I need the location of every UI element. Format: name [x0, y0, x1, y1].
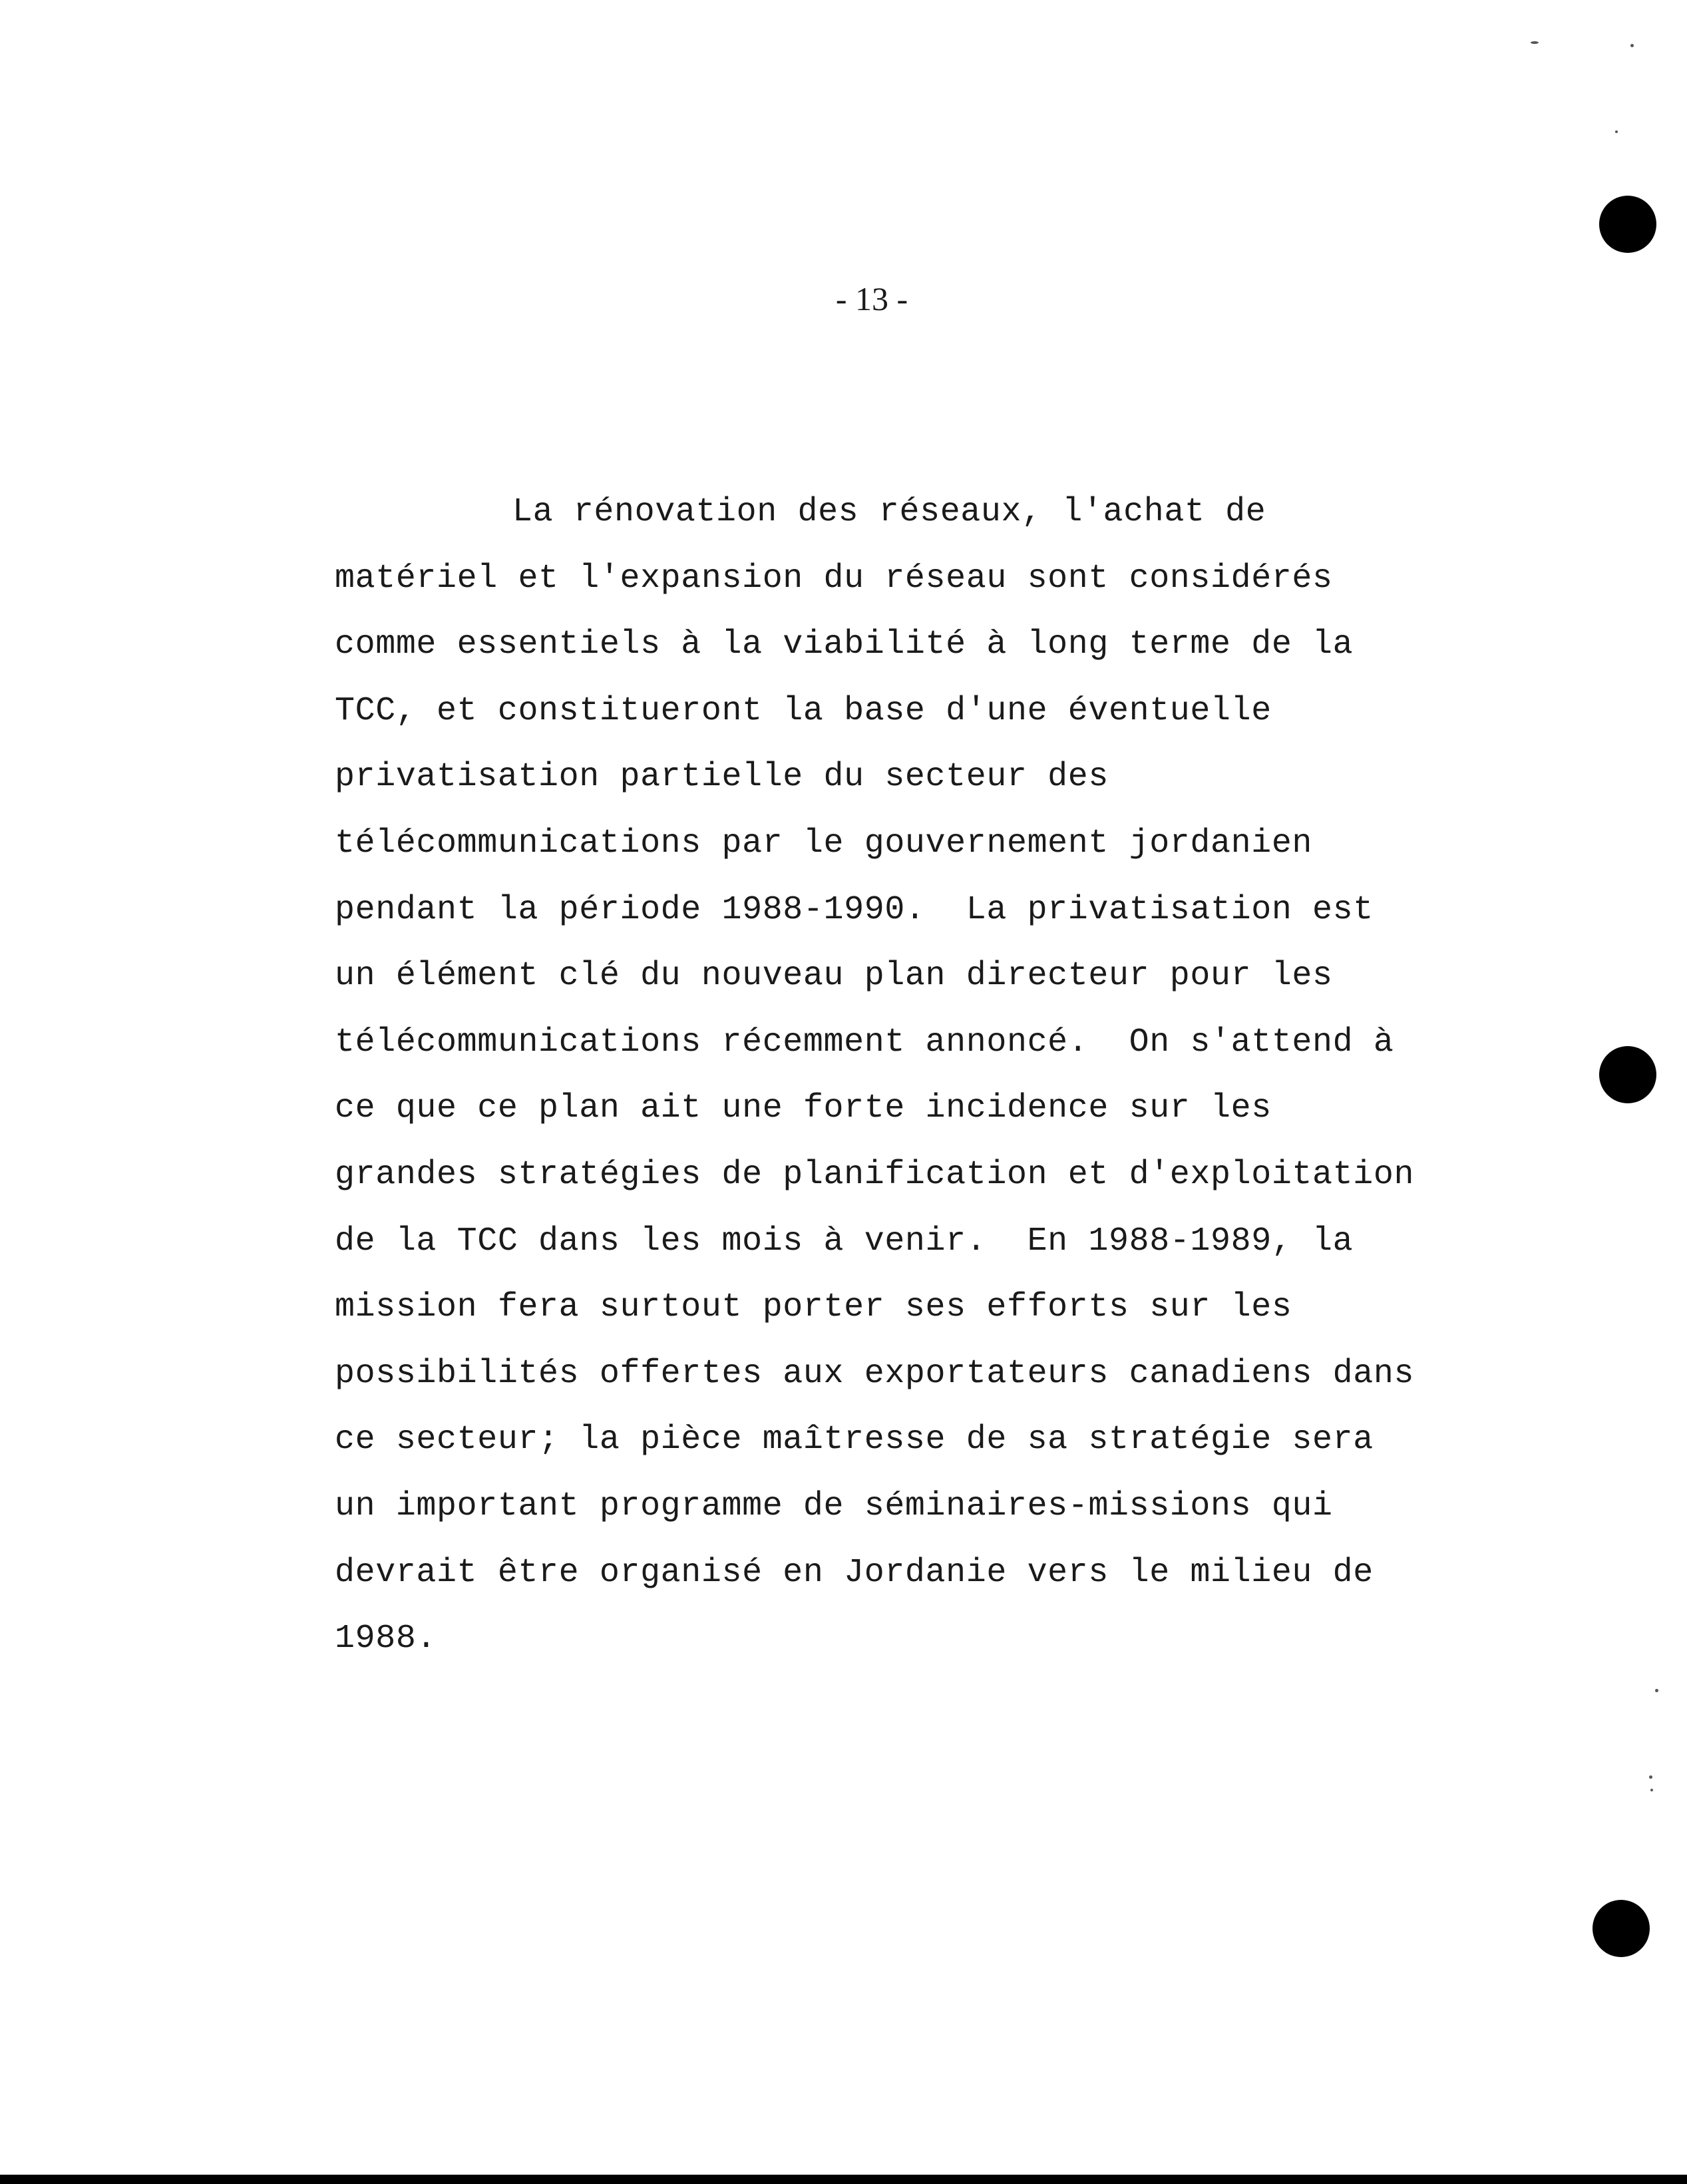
paragraph-line: privatisation partielle du secteur des	[335, 758, 1109, 797]
punch-hole	[1599, 196, 1656, 253]
punch-hole	[1599, 1046, 1656, 1103]
paragraph-line: ce que ce plan ait une forte incidence sur les	[335, 1089, 1272, 1128]
body-paragraph	[335, 479, 1413, 1672]
page-number: - 13 -	[835, 280, 908, 317]
paragraph-line: 1988.	[335, 1620, 437, 1658]
paragraph-line: possibilités offertes aux exportateurs canadiens dans	[335, 1354, 1415, 1393]
paragraph-line: devrait être organisé en Jordanie vers le milieu de	[335, 1553, 1374, 1592]
paragraph-line: mission fera surtout porter ses efforts sur les	[335, 1288, 1292, 1327]
paragraph-line: ce secteur; la pièce maîtresse de sa stratégie sera	[335, 1421, 1374, 1459]
scan-speck	[1615, 130, 1618, 133]
paragraph-line: pendant la période 1988-1990. La privatisation est	[335, 890, 1374, 929]
paragraph-line: grandes stratégies de planification et d'exploitation	[335, 1155, 1415, 1194]
paragraph-line: un élément clé du nouveau plan directeur pour les	[335, 957, 1333, 996]
paragraph-line: comme essentiels à la viabilité à long terme de la	[335, 626, 1354, 664]
scan-bottom-edge	[0, 2175, 1687, 2184]
paragraph-line: de la TCC dans les mois à venir. En 1988-1989, la	[335, 1222, 1354, 1260]
paragraph-line: matériel et l'expansion du réseau sont considérés	[335, 559, 1333, 598]
scan-speck	[1649, 1775, 1652, 1779]
paragraph-line: un important programme de séminaires-missions qui	[335, 1487, 1333, 1525]
scan-speck	[1650, 1789, 1653, 1791]
paragraph-line: télécommunications récemment annoncé. On s'attend à	[335, 1023, 1394, 1061]
paragraph-line: TCC, et constitueront la base d'une éventuelle	[335, 691, 1272, 730]
scan-speck	[1630, 44, 1634, 47]
punch-hole	[1593, 1900, 1650, 1957]
paragraph-line: La rénovation des réseaux, l'achat de	[512, 493, 1266, 531]
scan-speck	[1655, 1689, 1658, 1692]
scan-speck	[1531, 41, 1539, 44]
paragraph-line: télécommunications par le gouvernement jordanien	[335, 824, 1313, 862]
